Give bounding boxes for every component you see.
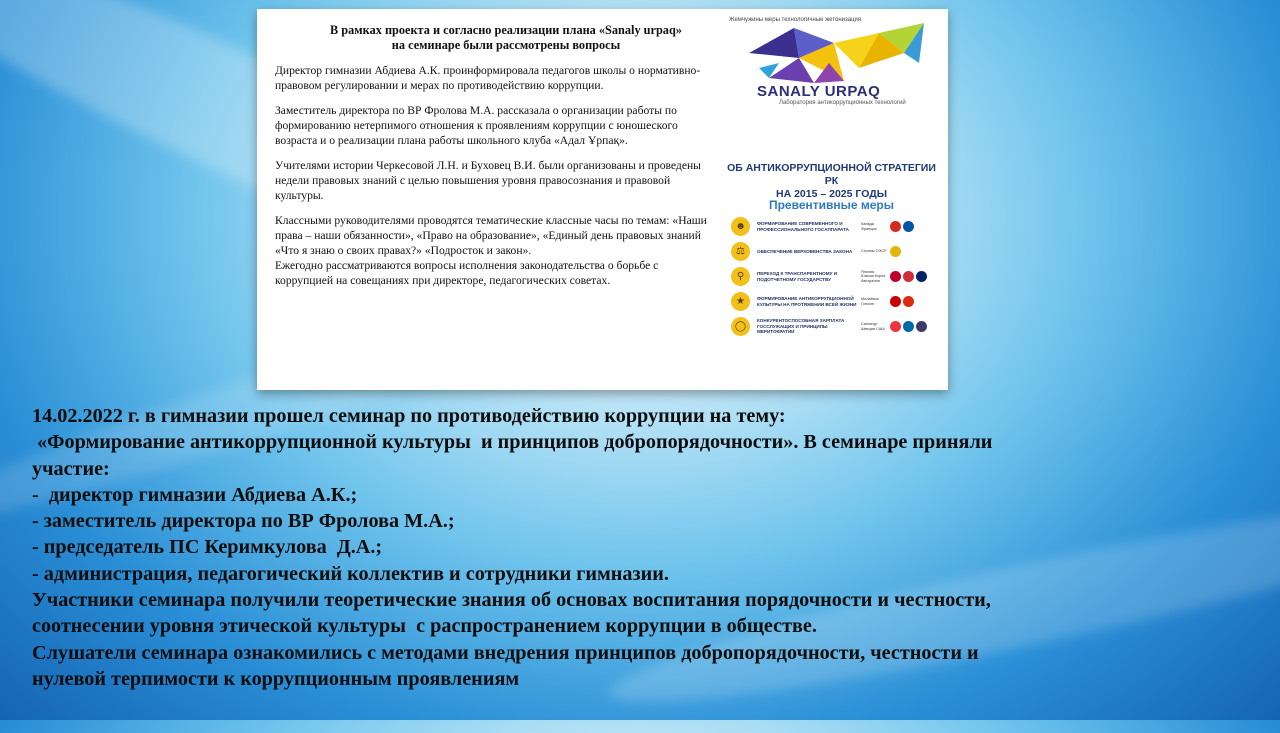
measure-text: КОНКУРЕНТОСПОСОБНАЯ ЗАРПЛАТА ГОССЛУЖАЩИХ И ПРИНЦИПЫ МЕРИТОКРАТИИ (757, 318, 845, 335)
measure-text: ФОРМИРОВАНИЕ СОВРЕМЕННОГО И ПРОФЕССИОНАЛЬНОГО ГОСАППАРАТА (757, 221, 849, 232)
measure-flags (890, 271, 927, 282)
text-line: - председатель ПС Керимкулова Д.А.; (32, 536, 383, 559)
logo-name: SANALY URPAQ (757, 83, 881, 100)
card-paragraph: Директор гимназии Абдиева А.К. проинформировала педагогов школы о нормативно-правовом регулировании и мерах по противодействию коррупции. (275, 64, 701, 92)
measure-countries: Малайзия Гонконг (861, 297, 879, 306)
magnifier-icon: ⚲ (731, 267, 750, 286)
flag-icon (916, 321, 927, 332)
logo-top-text: Жемчужины меры технологичные жетонизация (729, 17, 862, 23)
card-title (297, 23, 715, 53)
sanaly-urpaq-logo-icon (739, 23, 929, 85)
measure-text: ФОРМИРОВАНИЕ АНТИКОРРУПЦИОННОЙ КУЛЬТУРЫ НА ПРОТЯЖЕНИИ ВСЕЙ ЖИЗНИ (757, 296, 857, 307)
measure-countries: Страны ОЭСР (861, 249, 887, 254)
card-text-column (275, 23, 715, 288)
flag-icon (890, 246, 901, 257)
strategy-heading-line: ОБ АНТИКОРРУПЦИОННОЙ СТРАТЕГИИ РК (727, 162, 936, 187)
text-line: нулевой терпимости к коррупционным проявлениям (32, 667, 520, 690)
medal-icon: ◯ (731, 317, 750, 336)
strategy-heading (719, 162, 944, 201)
flag-icon (890, 271, 901, 282)
lightbulb-icon: ★ (731, 292, 750, 311)
measure-countries: Сингапур Швеция США (861, 322, 885, 331)
measure-flags (890, 296, 914, 307)
measure-item (731, 314, 936, 339)
flag-icon (903, 321, 914, 332)
text-line: участие: (32, 457, 110, 480)
text-line: 14.02.2022 г. в гимназии прошел семинар по противодействию коррупции на тему: (32, 405, 786, 427)
measure-countries: Япония Южная Корея Австралия (861, 269, 886, 283)
flag-icon (890, 221, 901, 232)
scales-icon: ⚖ (731, 242, 750, 261)
seminar-image-card (257, 9, 948, 390)
measure-flags (890, 246, 901, 257)
card-title-line: на семинаре были рассмотрены вопросы (391, 38, 621, 52)
measure-flags (890, 321, 927, 332)
logo-subtitle: Лаборатория антикоррупционных технологий (779, 100, 906, 106)
flag-icon (903, 271, 914, 282)
text-line: - администрация, педагогический коллектив и сотрудники гимназии. (32, 562, 669, 585)
flag-icon (890, 296, 901, 307)
text-line: Участники семинара получили теоретические знания об основах воспитания порядочности и честности, (32, 589, 991, 612)
card-paragraph: Учителями истории Черкесовой Л.Н. и Буховец В.И. были организованы и проведены недели правовых знаний с целью повышения уровня правосознания и правовой культуры. (275, 159, 701, 202)
text-line: - заместитель директора по ВР Фролова М.А.; (32, 510, 455, 533)
card-paragraph: Ежегодно рассматриваются вопросы исполнения законодательства о борьбе с коррупцией на совещаниях при директоре, педагогических советах. (275, 259, 659, 287)
measures-list (731, 214, 936, 339)
seminar-description (32, 403, 1262, 692)
measure-item (731, 214, 936, 239)
team-icon: ☻ (731, 217, 750, 236)
flag-icon (903, 296, 914, 307)
flag-icon (890, 321, 901, 332)
preventive-measures-title: Превентивные меры (768, 198, 895, 212)
text-line: «Формирование антикоррупционной культуры и принципов добропорядочности». В семинаре приняли (32, 431, 993, 454)
measure-item (731, 239, 936, 264)
flag-icon (903, 221, 914, 232)
measure-text: ПЕРЕХОД К ТРАНСПАРЕНТНОМУ И ПОДОТЧЕТНОМУ ГОСУДАРСТВУ (757, 271, 838, 282)
card-paragraph: Классными руководителями проводятся тематические классные часы по темам: «Наши права – наши обязанности», «Право на образование», «Единый день правовых знаний «Что я знаю о своих правах?» «Подросток и закон». (275, 214, 707, 257)
text-line: - директор гимназии Абдиева А.К.; (32, 483, 358, 506)
text-line: соотнесении уровня этической культуры с распространением коррупции в обществе. (32, 615, 817, 638)
measure-item (731, 289, 936, 314)
card-paragraph: Заместитель директора по ВР Фролова М.А. рассказала о организации работы по формированию нетерпимого отношения к проявлениям коррупции с юношеского возраста и о реализации плана работы школьного клуба «Адал Ұрпақ». (275, 104, 678, 147)
measure-item (731, 264, 936, 289)
strategy-infographic (719, 9, 944, 390)
measure-text: ОБЕСПЕЧЕНИЕ ВЕРХОВЕНСТВА ЗАКОНА (757, 248, 853, 254)
text-line: Слушатели семинара ознакомились с методами внедрения принципов добропорядочности, честности и (32, 641, 979, 664)
measure-countries: Канада Франция (861, 222, 877, 231)
measure-flags (890, 221, 914, 232)
card-title-line: В рамках проекта и согласно реализации плана «Sanaly urpaq» (330, 23, 682, 37)
strategy-heading-line: НА 2015 – 2025 ГОДЫ (776, 188, 887, 200)
flag-icon (916, 271, 927, 282)
